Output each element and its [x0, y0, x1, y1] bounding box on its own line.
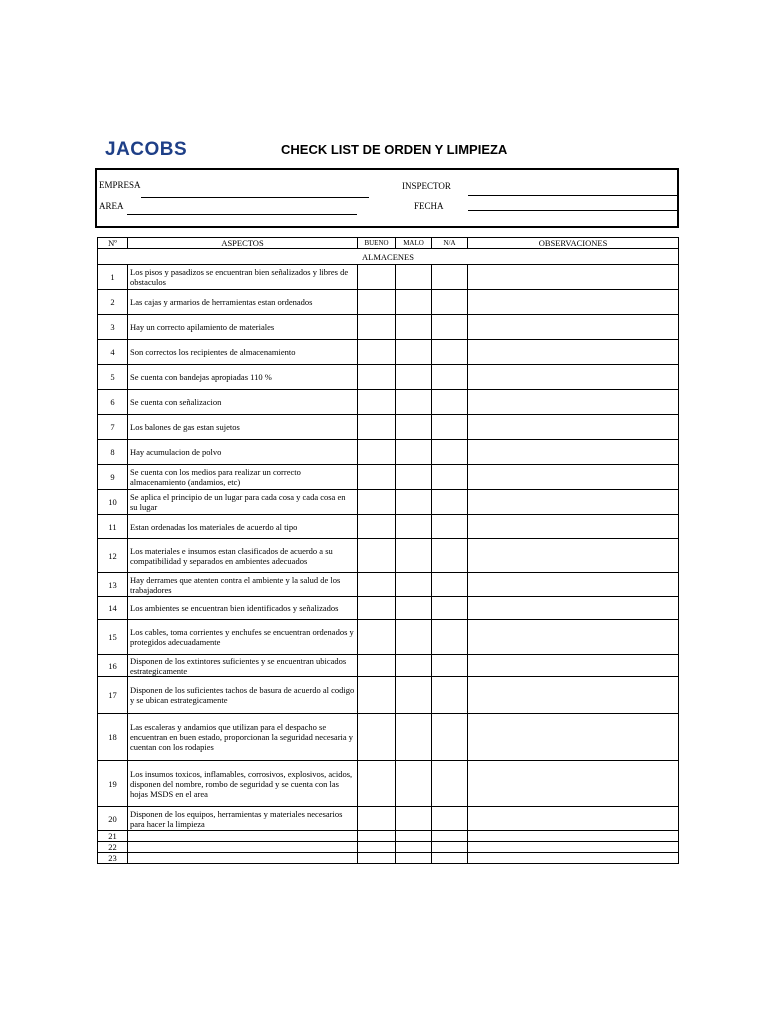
bueno-cell[interactable]: [358, 465, 396, 490]
bueno-cell[interactable]: [358, 655, 396, 677]
malo-cell[interactable]: [396, 807, 432, 831]
na-cell[interactable]: [432, 465, 468, 490]
row-aspect: Se aplica el principio de un lugar para cada cosa y cada cosa en su lugar: [128, 490, 358, 515]
col-observaciones-header: OBSERVACIONES: [468, 238, 679, 249]
observaciones-cell[interactable]: [468, 831, 679, 842]
na-cell[interactable]: [432, 807, 468, 831]
table-row: [98, 490, 679, 515]
malo-cell[interactable]: [396, 620, 432, 655]
observaciones-cell[interactable]: [468, 340, 679, 365]
bueno-cell[interactable]: [358, 761, 396, 807]
malo-cell[interactable]: [396, 853, 432, 864]
malo-cell[interactable]: [396, 315, 432, 340]
malo-cell[interactable]: [396, 340, 432, 365]
na-cell[interactable]: [432, 573, 468, 597]
na-cell[interactable]: [432, 677, 468, 714]
bueno-cell[interactable]: [358, 807, 396, 831]
bueno-cell[interactable]: [358, 677, 396, 714]
malo-cell[interactable]: [396, 265, 432, 290]
row-aspect: Hay un correcto apilamiento de materiales: [128, 315, 358, 340]
checklist-table: [97, 237, 679, 864]
bueno-cell[interactable]: [358, 340, 396, 365]
section-title: ALMACENES: [98, 249, 679, 265]
na-cell[interactable]: [432, 315, 468, 340]
observaciones-cell[interactable]: [468, 415, 679, 440]
col-na-header: N/A: [432, 238, 468, 249]
bueno-cell[interactable]: [358, 290, 396, 315]
table-row: [98, 714, 679, 761]
malo-cell[interactable]: [396, 761, 432, 807]
malo-cell[interactable]: [396, 440, 432, 465]
na-cell[interactable]: [432, 620, 468, 655]
malo-cell[interactable]: [396, 415, 432, 440]
observaciones-cell[interactable]: [468, 465, 679, 490]
bueno-cell[interactable]: [358, 390, 396, 415]
na-cell[interactable]: [432, 515, 468, 539]
fecha-field-line[interactable]: [468, 210, 677, 211]
table-row: [98, 597, 679, 620]
na-cell[interactable]: [432, 440, 468, 465]
row-aspect: [128, 853, 358, 864]
bueno-cell[interactable]: [358, 620, 396, 655]
bueno-cell[interactable]: [358, 831, 396, 842]
na-cell[interactable]: [432, 831, 468, 842]
section-row: [98, 249, 679, 265]
bueno-cell[interactable]: [358, 365, 396, 390]
malo-cell[interactable]: [396, 655, 432, 677]
col-malo-header: MALO: [396, 238, 432, 249]
bueno-cell[interactable]: [358, 490, 396, 515]
table-row: [98, 539, 679, 573]
na-cell[interactable]: [432, 415, 468, 440]
malo-cell[interactable]: [396, 390, 432, 415]
observaciones-cell[interactable]: [468, 490, 679, 515]
malo-cell[interactable]: [396, 714, 432, 761]
row-aspect: Los cables, toma corrientes y enchufes se encuentran ordenados y protegidos adecuadamente: [128, 620, 358, 655]
row-number: 18: [98, 714, 128, 761]
bueno-cell[interactable]: [358, 440, 396, 465]
observaciones-cell[interactable]: [468, 265, 679, 290]
na-cell[interactable]: [432, 597, 468, 620]
row-number: 10: [98, 490, 128, 515]
empresa-field-line[interactable]: [141, 197, 369, 198]
row-number: 4: [98, 340, 128, 365]
row-number: 1: [98, 265, 128, 290]
row-aspect: Los balones de gas estan sujetos: [128, 415, 358, 440]
na-cell[interactable]: [432, 539, 468, 573]
row-aspect: Son correctos los recipientes de almacenamiento: [128, 340, 358, 365]
area-label: AREA: [99, 201, 124, 211]
row-aspect: Se cuenta con señalizacion: [128, 390, 358, 415]
bueno-cell[interactable]: [358, 842, 396, 853]
row-aspect: Disponen de los equipos, herramientas y materiales necesarios para hacer la limpieza: [128, 807, 358, 831]
area-field-line[interactable]: [127, 214, 357, 215]
inspector-field-line[interactable]: [468, 195, 677, 196]
bueno-cell[interactable]: [358, 539, 396, 573]
malo-cell[interactable]: [396, 842, 432, 853]
row-aspect: Los pisos y pasadizos se encuentran bien señalizados y libres de obstaculos: [128, 265, 358, 290]
observaciones-cell[interactable]: [468, 761, 679, 807]
row-aspect: Estan ordenadas los materiales de acuerdo al tipo: [128, 515, 358, 539]
observaciones-cell[interactable]: [468, 573, 679, 597]
row-number: 11: [98, 515, 128, 539]
row-number: 21: [98, 831, 128, 842]
row-aspect: Los ambientes se encuentran bien identificados y señalizados: [128, 597, 358, 620]
bueno-cell[interactable]: [358, 597, 396, 620]
bueno-cell[interactable]: [358, 315, 396, 340]
table-row: [98, 465, 679, 490]
inspector-label: INSPECTOR: [402, 181, 451, 191]
observaciones-cell[interactable]: [468, 842, 679, 853]
table-row: [98, 807, 679, 831]
row-number: 8: [98, 440, 128, 465]
malo-cell[interactable]: [396, 597, 432, 620]
row-number: 2: [98, 290, 128, 315]
row-number: 6: [98, 390, 128, 415]
malo-cell[interactable]: [396, 539, 432, 573]
observaciones-cell[interactable]: [468, 620, 679, 655]
row-aspect: Disponen de los extintores suficientes y se encuentran ubicados estrategicamente: [128, 655, 358, 677]
row-number: 19: [98, 761, 128, 807]
observaciones-cell[interactable]: [468, 440, 679, 465]
row-number: 23: [98, 853, 128, 864]
na-cell[interactable]: [432, 290, 468, 315]
table-row: [98, 831, 679, 842]
na-cell[interactable]: [432, 490, 468, 515]
table-row: [98, 655, 679, 677]
table-row: [98, 265, 679, 290]
row-number: 7: [98, 415, 128, 440]
table-row: [98, 515, 679, 539]
malo-cell[interactable]: [396, 831, 432, 842]
bueno-cell[interactable]: [358, 265, 396, 290]
observaciones-cell[interactable]: [468, 539, 679, 573]
table-row: [98, 853, 679, 864]
malo-cell[interactable]: [396, 465, 432, 490]
observaciones-cell[interactable]: [468, 515, 679, 539]
row-number: 9: [98, 465, 128, 490]
na-cell[interactable]: [432, 340, 468, 365]
observaciones-cell[interactable]: [468, 597, 679, 620]
empresa-label: EMPRESA: [99, 180, 141, 190]
na-cell[interactable]: [432, 761, 468, 807]
malo-cell[interactable]: [396, 490, 432, 515]
malo-cell[interactable]: [396, 677, 432, 714]
row-number: 15: [98, 620, 128, 655]
row-aspect: Hay acumulacion de polvo: [128, 440, 358, 465]
table-row: [98, 440, 679, 465]
na-cell[interactable]: [432, 655, 468, 677]
na-cell[interactable]: [432, 714, 468, 761]
na-cell[interactable]: [432, 265, 468, 290]
row-number: 17: [98, 677, 128, 714]
table-row: [98, 415, 679, 440]
malo-cell[interactable]: [396, 515, 432, 539]
table-row: [98, 677, 679, 714]
row-number: 16: [98, 655, 128, 677]
row-aspect: Las escaleras y andamios que utilizan para el despacho se encuentran en buen estado, proporcionan la seguridad necesaria y cuentan con los rodapies: [128, 714, 358, 761]
malo-cell[interactable]: [396, 365, 432, 390]
company-logo: JACOBS: [105, 139, 188, 160]
bueno-cell[interactable]: [358, 415, 396, 440]
table-row: [98, 315, 679, 340]
row-number: 5: [98, 365, 128, 390]
info-box: [95, 168, 679, 228]
bueno-cell[interactable]: [358, 573, 396, 597]
na-cell[interactable]: [432, 842, 468, 853]
row-number: 22: [98, 842, 128, 853]
bueno-cell[interactable]: [358, 853, 396, 864]
observaciones-cell[interactable]: [468, 807, 679, 831]
row-number: 20: [98, 807, 128, 831]
row-aspect: Se cuenta con bandejas apropiadas 110 %: [128, 365, 358, 390]
observaciones-cell[interactable]: [468, 677, 679, 714]
observaciones-cell[interactable]: [468, 290, 679, 315]
observaciones-cell[interactable]: [468, 655, 679, 677]
table-row: [98, 340, 679, 365]
table-row: [98, 620, 679, 655]
table-row: [98, 290, 679, 315]
row-aspect: [128, 831, 358, 842]
observaciones-cell[interactable]: [468, 365, 679, 390]
row-aspect: Disponen de los suficientes tachos de basura de acuerdo al codigo y se ubican estrategicamente: [128, 677, 358, 714]
observaciones-cell[interactable]: [468, 390, 679, 415]
document-title: CHECK LIST DE ORDEN Y LIMPIEZA: [281, 142, 508, 157]
row-number: 13: [98, 573, 128, 597]
table-row: [98, 390, 679, 415]
table-row: [98, 842, 679, 853]
observaciones-cell[interactable]: [468, 315, 679, 340]
table-row: [98, 365, 679, 390]
row-aspect: Los insumos toxicos, inflamables, corrosivos, explosivos, acidos, disponen del nombre, rombo de seguridad y se cuenta con las hojas MSDS en el area: [128, 761, 358, 807]
malo-cell[interactable]: [396, 290, 432, 315]
row-number: 14: [98, 597, 128, 620]
table-row: [98, 573, 679, 597]
table-row: [98, 761, 679, 807]
bueno-cell[interactable]: [358, 515, 396, 539]
row-aspect: Los materiales e insumos estan clasificados de acuerdo a su compatibilidad y separados en ambientes adecuados: [128, 539, 358, 573]
bueno-cell[interactable]: [358, 714, 396, 761]
na-cell[interactable]: [432, 853, 468, 864]
row-aspect: Hay derrames que atenten contra el ambiente y la salud de los trabajadores: [128, 573, 358, 597]
row-number: 12: [98, 539, 128, 573]
row-aspect: Se cuenta con los medios para realizar un correcto almacenamiento (andamios, etc): [128, 465, 358, 490]
observaciones-cell[interactable]: [468, 714, 679, 761]
fecha-label: FECHA: [414, 201, 444, 211]
observaciones-cell[interactable]: [468, 853, 679, 864]
row-aspect: Las cajas y armarios de herramientas estan ordenados: [128, 290, 358, 315]
row-aspect: [128, 842, 358, 853]
col-bueno-header: BUENO: [358, 238, 396, 249]
na-cell[interactable]: [432, 390, 468, 415]
malo-cell[interactable]: [396, 573, 432, 597]
col-aspectos-header: ASPECTOS: [128, 238, 358, 249]
row-number: 3: [98, 315, 128, 340]
col-num-header: Nº: [98, 238, 128, 249]
na-cell[interactable]: [432, 365, 468, 390]
header-row: [98, 238, 679, 249]
